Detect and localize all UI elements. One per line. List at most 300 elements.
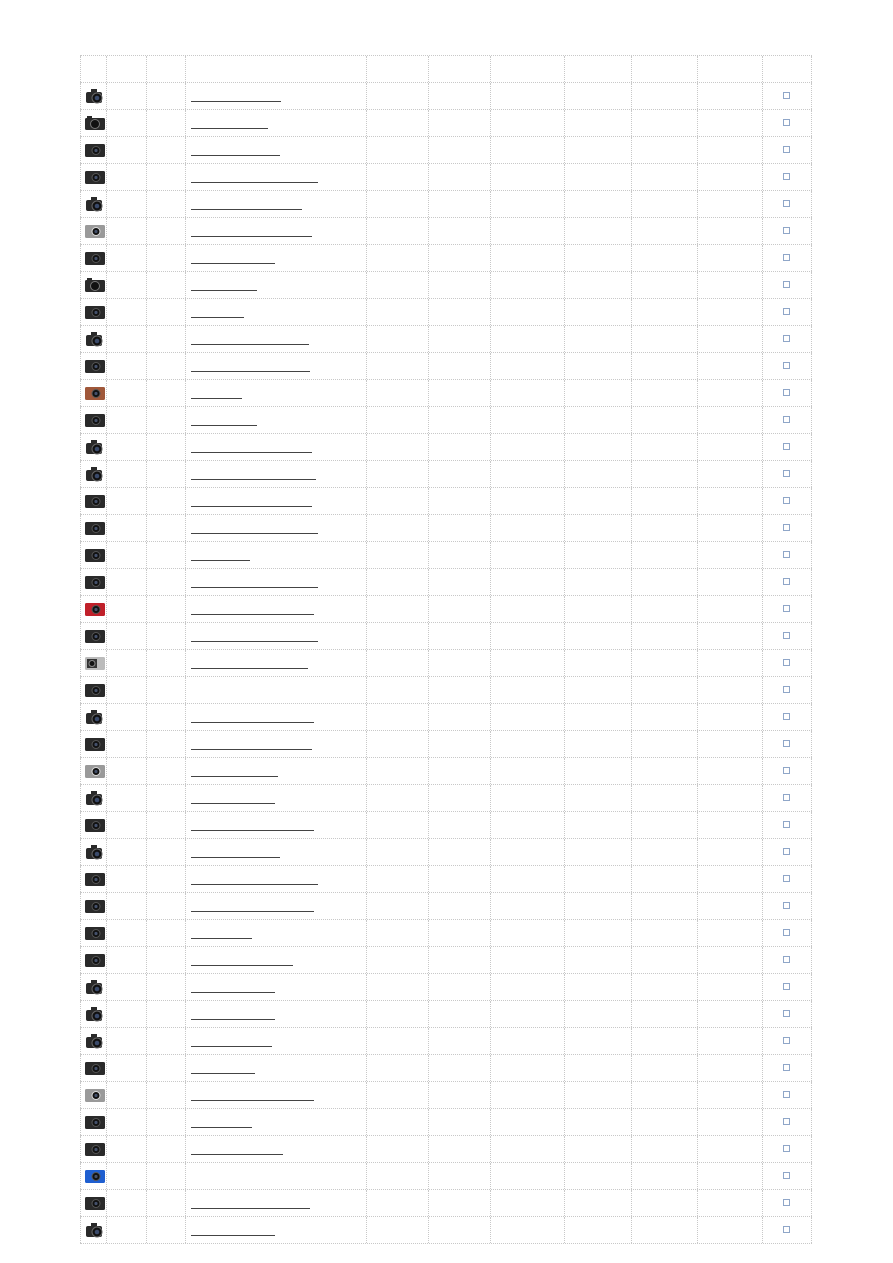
table-cell (697, 191, 762, 217)
product-link[interactable] (191, 839, 280, 865)
compact-camera-icon[interactable] (84, 951, 106, 969)
table-cell (490, 542, 564, 568)
compact-red-camera-icon[interactable] (84, 600, 106, 618)
product-link[interactable] (191, 596, 314, 622)
bridge-camera-icon[interactable] (84, 438, 106, 456)
table-cell (428, 785, 490, 811)
table-cell (106, 1028, 146, 1054)
compare-checkbox[interactable] (783, 200, 790, 207)
compare-checkbox[interactable] (783, 767, 790, 774)
compact-camera-icon[interactable] (84, 168, 106, 186)
compare-checkbox[interactable] (783, 605, 790, 612)
table-cell (185, 83, 366, 109)
table-cell (490, 353, 564, 379)
table-cell (146, 407, 185, 433)
table-row (80, 272, 812, 299)
table-cell (564, 650, 631, 676)
rugged-camera-icon[interactable] (84, 654, 106, 672)
compact-blue-camera-icon[interactable] (84, 1167, 106, 1185)
compact-camera-icon[interactable] (84, 1194, 106, 1212)
table-row (80, 920, 812, 947)
table-cell (697, 677, 762, 703)
product-link[interactable] (191, 218, 312, 244)
compare-checkbox[interactable] (783, 470, 790, 477)
table-cell (106, 731, 146, 757)
compact-camera-icon[interactable] (84, 870, 106, 888)
table-cell (564, 704, 631, 730)
product-link[interactable] (191, 1028, 272, 1054)
table-cell (697, 731, 762, 757)
table-cell (564, 1136, 631, 1162)
compare-checkbox[interactable] (783, 902, 790, 909)
table-cell (428, 542, 490, 568)
table-cell (428, 110, 490, 136)
product-link[interactable] (191, 893, 314, 919)
table-cell (185, 542, 366, 568)
table-cell (146, 110, 185, 136)
product-link[interactable] (191, 353, 310, 379)
table-cell (564, 245, 631, 271)
compact-camera-icon[interactable] (84, 573, 106, 591)
compact-silver-camera-icon[interactable] (84, 1086, 106, 1104)
table-cell (490, 1028, 564, 1054)
compare-checkbox[interactable] (783, 1091, 790, 1098)
compare-checkbox[interactable] (783, 497, 790, 504)
table-cell (80, 650, 106, 676)
table-cell (564, 758, 631, 784)
table-cell (762, 704, 812, 730)
table-cell (697, 164, 762, 190)
table-cell (146, 299, 185, 325)
table-cell (366, 1055, 428, 1081)
table-cell (762, 380, 812, 406)
table-cell (106, 1136, 146, 1162)
product-link[interactable] (191, 1136, 283, 1162)
table-row (80, 461, 812, 488)
table-cell (762, 974, 812, 1000)
compare-checkbox[interactable] (783, 875, 790, 882)
table-cell (631, 1082, 697, 1108)
dslr-camera-icon[interactable] (84, 1005, 106, 1023)
table-cell (490, 596, 564, 622)
table-cell (564, 137, 631, 163)
product-link[interactable] (191, 110, 268, 136)
compare-checkbox[interactable] (783, 1145, 790, 1152)
table-cell (697, 1082, 762, 1108)
compare-checkbox[interactable] (783, 551, 790, 558)
table-cell (564, 1217, 631, 1243)
table-cell (185, 758, 366, 784)
table-cell (146, 1136, 185, 1162)
table-cell (564, 1082, 631, 1108)
table-cell (490, 83, 564, 109)
table-cell (80, 758, 106, 784)
table-row (80, 974, 812, 1001)
table-cell (366, 380, 428, 406)
table-cell (106, 677, 146, 703)
table-cell (762, 1136, 812, 1162)
compare-checkbox[interactable] (783, 1172, 790, 1179)
product-link[interactable] (191, 1109, 252, 1135)
product-link[interactable] (191, 83, 281, 109)
compare-checkbox[interactable] (783, 173, 790, 180)
table-cell (106, 272, 146, 298)
product-link[interactable] (191, 974, 275, 1000)
table-cell (564, 407, 631, 433)
compare-checkbox[interactable] (783, 227, 790, 234)
compare-checkbox[interactable] (783, 281, 790, 288)
compact-camera-icon[interactable] (84, 492, 106, 510)
product-link[interactable] (191, 785, 275, 811)
table-cell (564, 812, 631, 838)
product-link[interactable] (191, 1001, 275, 1027)
table-cell (762, 110, 812, 136)
table-cell (762, 272, 812, 298)
dslr-camera-icon[interactable] (84, 195, 106, 213)
table-cell (428, 758, 490, 784)
table-row (80, 407, 812, 434)
table-cell (146, 650, 185, 676)
product-link[interactable] (191, 299, 244, 325)
table-cell (428, 380, 490, 406)
table-cell (631, 488, 697, 514)
table-cell (80, 785, 106, 811)
table-cell (366, 974, 428, 1000)
compare-checkbox[interactable] (783, 443, 790, 450)
bridge-camera-icon[interactable] (84, 708, 106, 726)
table-cell (185, 677, 366, 703)
table-cell (697, 83, 762, 109)
table-cell (697, 488, 762, 514)
table-cell (80, 542, 106, 568)
table-cell (631, 785, 697, 811)
table-cell (490, 326, 564, 352)
table-cell (564, 299, 631, 325)
table-cell (80, 218, 106, 244)
table-cell (697, 137, 762, 163)
table-cell (564, 866, 631, 892)
table-cell (146, 353, 185, 379)
table-cell (428, 1217, 490, 1243)
table-cell (366, 758, 428, 784)
table-row (80, 704, 812, 731)
table-cell (564, 1163, 631, 1189)
table-cell (631, 920, 697, 946)
table-cell (697, 1001, 762, 1027)
dslr-camera-icon[interactable] (84, 330, 106, 348)
table-cell (697, 1055, 762, 1081)
compare-checkbox[interactable] (783, 1037, 790, 1044)
table-cell (80, 1109, 106, 1135)
compare-checkbox[interactable] (783, 1199, 790, 1206)
compare-checkbox[interactable] (783, 956, 790, 963)
dslr-camera-icon[interactable] (84, 1032, 106, 1050)
table-cell (106, 299, 146, 325)
compare-checkbox[interactable] (783, 416, 790, 423)
compare-checkbox[interactable] (783, 578, 790, 585)
table-cell (185, 1190, 366, 1216)
table-cell (564, 461, 631, 487)
table-cell (631, 569, 697, 595)
table-cell (106, 380, 146, 406)
table-cell (366, 1082, 428, 1108)
table-cell (697, 758, 762, 784)
compact-camera-icon[interactable] (84, 627, 106, 645)
table-cell (490, 1082, 564, 1108)
compare-checkbox[interactable] (783, 335, 790, 342)
compact-camera-icon[interactable] (84, 357, 106, 375)
table-cell (185, 407, 366, 433)
compact-silver-camera-icon[interactable] (84, 762, 106, 780)
table-cell (762, 758, 812, 784)
table-row (80, 110, 812, 137)
compare-checkbox[interactable] (783, 119, 790, 126)
table-cell (762, 1109, 812, 1135)
table-cell (146, 1190, 185, 1216)
table-cell (366, 272, 428, 298)
compact-camera-icon[interactable] (84, 411, 106, 429)
table-cell (106, 866, 146, 892)
table-cell (631, 758, 697, 784)
table-cell (564, 893, 631, 919)
product-link[interactable] (191, 488, 312, 514)
table-row (80, 515, 812, 542)
product-link[interactable] (191, 326, 309, 352)
compare-checkbox[interactable] (783, 740, 790, 747)
dslr-camera-icon[interactable] (84, 87, 106, 105)
table-cell (366, 1109, 428, 1135)
table-cell (185, 569, 366, 595)
table-cell (490, 866, 564, 892)
product-link[interactable] (191, 137, 280, 163)
table-cell (428, 947, 490, 973)
table-cell (185, 110, 366, 136)
table-cell (106, 839, 146, 865)
product-link[interactable] (191, 569, 318, 595)
product-link[interactable] (191, 650, 308, 676)
table-cell (366, 110, 428, 136)
table-cell (697, 272, 762, 298)
table-cell (146, 434, 185, 460)
table-cell (428, 299, 490, 325)
table-cell (428, 461, 490, 487)
table-cell (185, 1217, 366, 1243)
compare-checkbox[interactable] (783, 1226, 790, 1233)
table-cell (106, 1055, 146, 1081)
table-cell (490, 218, 564, 244)
table-cell (490, 1190, 564, 1216)
product-link[interactable] (191, 1190, 310, 1216)
table-cell (146, 137, 185, 163)
table-cell (185, 812, 366, 838)
table-cell (762, 542, 812, 568)
compact-camera-icon[interactable] (84, 141, 106, 159)
compact-camera-icon[interactable] (84, 681, 106, 699)
table-cell (106, 110, 146, 136)
table-cell (490, 1163, 564, 1189)
compare-checkbox[interactable] (783, 983, 790, 990)
product-link[interactable] (191, 758, 278, 784)
product-link[interactable] (191, 542, 250, 568)
table-cell (366, 245, 428, 271)
table-cell (697, 974, 762, 1000)
table-cell (366, 623, 428, 649)
compare-checkbox[interactable] (783, 713, 790, 720)
table-cell (697, 1028, 762, 1054)
compact-camera-icon[interactable] (84, 249, 106, 267)
compare-checkbox[interactable] (783, 659, 790, 666)
compare-checkbox[interactable] (783, 632, 790, 639)
table-cell (106, 974, 146, 1000)
compact-camera-icon[interactable] (84, 816, 106, 834)
compare-checkbox[interactable] (783, 92, 790, 99)
table-cell (490, 1055, 564, 1081)
table-row (80, 569, 812, 596)
table-cell (490, 731, 564, 757)
table-cell (428, 326, 490, 352)
table-cell (366, 488, 428, 514)
product-link[interactable] (191, 866, 318, 892)
table-cell (490, 137, 564, 163)
table-cell (80, 812, 106, 838)
table-cell (428, 920, 490, 946)
compare-checkbox[interactable] (783, 1064, 790, 1071)
table-cell (564, 731, 631, 757)
product-link[interactable] (191, 1055, 255, 1081)
compare-checkbox[interactable] (783, 389, 790, 396)
compact-camera-icon[interactable] (84, 1059, 106, 1077)
table-cell (631, 623, 697, 649)
compact-camera-icon[interactable] (84, 519, 106, 537)
table-cell (366, 1136, 428, 1162)
compare-checkbox[interactable] (783, 254, 790, 261)
table-cell (185, 1109, 366, 1135)
product-link[interactable] (191, 920, 252, 946)
table-cell (490, 650, 564, 676)
table-cell (697, 947, 762, 973)
compare-checkbox[interactable] (783, 308, 790, 315)
table-cell (564, 623, 631, 649)
compare-checkbox[interactable] (783, 686, 790, 693)
dslr-camera-icon[interactable] (84, 1221, 106, 1239)
table-cell (146, 920, 185, 946)
compare-checkbox[interactable] (783, 362, 790, 369)
table-cell (697, 245, 762, 271)
compact-camera-icon[interactable] (84, 1140, 106, 1158)
table-cell (428, 488, 490, 514)
product-link[interactable] (191, 515, 318, 541)
bridge-camera-icon[interactable] (84, 789, 106, 807)
product-link[interactable] (191, 947, 293, 973)
table-cell (366, 191, 428, 217)
table-cell (631, 191, 697, 217)
compact-bronze-camera-icon[interactable] (84, 384, 106, 402)
product-link[interactable] (191, 407, 257, 433)
table-cell (762, 137, 812, 163)
compact-camera-icon[interactable] (84, 735, 106, 753)
table-cell (80, 1055, 106, 1081)
table-row (80, 353, 812, 380)
table-cell (146, 596, 185, 622)
table-cell (428, 1055, 490, 1081)
table-cell (631, 137, 697, 163)
table-cell (185, 839, 366, 865)
product-link[interactable] (191, 380, 242, 406)
table-cell (564, 1028, 631, 1054)
compare-checkbox[interactable] (783, 1118, 790, 1125)
table-row (80, 947, 812, 974)
product-link[interactable] (191, 272, 257, 298)
compact-camera-icon[interactable] (84, 924, 106, 942)
compare-checkbox[interactable] (783, 1010, 790, 1017)
table-cell (106, 785, 146, 811)
compare-checkbox[interactable] (783, 929, 790, 936)
compare-checkbox[interactable] (783, 821, 790, 828)
table-cell (185, 947, 366, 973)
product-link[interactable] (191, 164, 318, 190)
table-cell (185, 704, 366, 730)
table-cell (146, 623, 185, 649)
table-cell (146, 326, 185, 352)
compact-silver-camera-icon[interactable] (84, 222, 106, 240)
table-cell (762, 326, 812, 352)
table-cell (106, 704, 146, 730)
table-cell (106, 353, 146, 379)
compare-checkbox[interactable] (783, 146, 790, 153)
product-link[interactable] (191, 623, 318, 649)
bridge-camera-icon[interactable] (84, 843, 106, 861)
product-link[interactable] (191, 461, 316, 487)
table-cell (80, 1217, 106, 1243)
product-link[interactable] (191, 731, 312, 757)
product-link[interactable] (191, 434, 312, 460)
table-cell (428, 434, 490, 460)
dslr-camera-icon[interactable] (84, 978, 106, 996)
table-cell (146, 515, 185, 541)
table-cell (564, 1109, 631, 1135)
table-cell (185, 353, 366, 379)
table-cell (80, 191, 106, 217)
table-cell (564, 434, 631, 460)
product-link[interactable] (191, 1217, 275, 1243)
product-link[interactable] (191, 191, 302, 217)
compact-camera-icon[interactable] (84, 546, 106, 564)
table-row (80, 1082, 812, 1109)
table-cell (366, 407, 428, 433)
product-link[interactable] (191, 245, 275, 271)
product-link[interactable] (191, 704, 314, 730)
table-cell (490, 974, 564, 1000)
table-row (80, 137, 812, 164)
mirrorless-camera-icon[interactable] (84, 114, 106, 132)
table-cell (697, 704, 762, 730)
compact-camera-icon[interactable] (84, 303, 106, 321)
product-link[interactable] (191, 812, 314, 838)
compare-checkbox[interactable] (783, 524, 790, 531)
compare-checkbox[interactable] (783, 848, 790, 855)
bridge-camera-icon[interactable] (84, 465, 106, 483)
mirrorless-camera-icon[interactable] (84, 276, 106, 294)
table-row (80, 677, 812, 704)
table-cell (697, 1136, 762, 1162)
table-cell (146, 947, 185, 973)
product-link[interactable] (191, 1082, 314, 1108)
table-cell (697, 1109, 762, 1135)
table-cell (146, 812, 185, 838)
compact-camera-icon[interactable] (84, 1113, 106, 1131)
compact-camera-icon[interactable] (84, 897, 106, 915)
compare-checkbox[interactable] (783, 794, 790, 801)
